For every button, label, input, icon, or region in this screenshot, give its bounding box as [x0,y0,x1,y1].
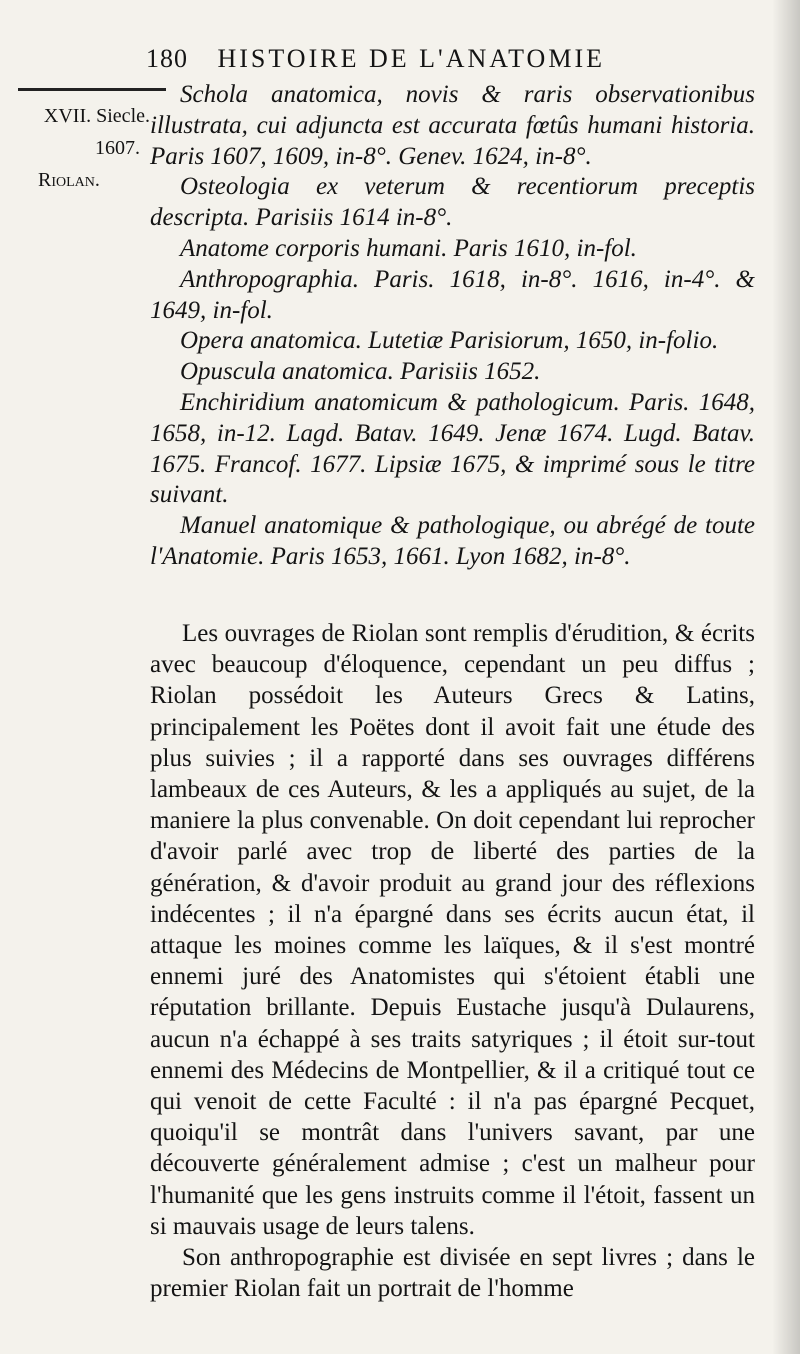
gutter-shadow [772,0,800,1354]
running-header [146,44,656,80]
margin-century: XVII. Siecle. [43,105,150,127]
header-rule [18,88,166,91]
bibliography-entry: Schola anatomica, novis & raris observationibus illustrata, cui adjuncta est accurata fœtûs humani historia. Paris 1607, 1609, in-8°. Genev. 1624, in-8°. [150,81,755,170]
bibliography-entry: Opuscula anatomica. Parisiis 1652. [180,358,541,386]
bibliography-entry: Enchiridium anatomicum & pathologicum. Paris. 1648, 1658, in-12. Lagd. Batav. 1649. Jenæ 1674. Lugd. Batav. 1675. Francof. 1677. Lipsiæ 1675, & imprimé sous le titre suivant. [150,388,755,509]
margin-notes [10,100,150,196]
bibliography-list [150,80,755,573]
bibliography-entry: Osteologia ex veterum & recentiorum preceptis descripta. Parisiis 1614 in-8°. [150,173,755,232]
paragraph: Son anthropographie est divisée en sept livres ; dans le premier Riolan fait un portrait de l'homme [150,1244,755,1303]
body-text [150,618,755,1304]
running-title: HISTOIRE DE L'ANATOMIE [217,44,605,73]
bibliography-entry: Anatome corporis humani. Paris 1610, in-fol. [180,234,637,262]
margin-year: 1607. [95,137,140,159]
bibliography-entry: Anthropographia. Paris. 1618, in-8°. 1616, in-4°. & 1649, in-fol. [150,265,755,324]
paragraph: Les ouvrages de Riolan sont remplis d'érudition, & écrits avec beaucoup d'éloquence, cependant un peu diffus ; Riolan possédoit les Auteurs Grecs & Latins, principalement les Poëtes dont il avoit fait une étude des plus suivies ; il a rapporté dans ses ouvrages différens lambeaux de ces Auteurs, & les a appliqués au sujet, de la maniere la plus convenable. On doit cependant lui reprocher d'avoir parlé avec trop de liberté des parties de la génération, & d'avoir produit au grand jour des réflexions indécentes ; il n'a épargné dans ses écrits aucun état, il attaque les moines comme les laïques, & il s'est montré ennemi juré des Anatomistes qui s'étoient établi une réputation brillante. Depuis Eustache jusqu'à Dulaurens, aucun n'a échappé à ses traits satyriques ; il étoit sur-tout ennemi des Médecins de Montpellier, & il a critiqué tout ce qui venoit de cette Faculté : il n'a pas épargné Pecquet, quoiqu'il se montrât dans l'univers savant, par une découverte généralement admise ; c'est un malheur pour l'humanité que les gens instruits comme il l'étoit, fassent un si mauvais usage de leurs talens. [150,620,755,1240]
margin-author: Riolan. [38,169,100,191]
bibliography-entry: Opera anatomica. Lutetiæ Parisiorum, 1650, in-folio. [180,327,719,355]
page-number: 180 [146,44,188,73]
bibliography-entry: Manuel anatomique & pathologique, ou abrégé de toute l'Anatomie. Paris 1653, 1661. Lyon 1682, in-8°. [150,512,755,570]
